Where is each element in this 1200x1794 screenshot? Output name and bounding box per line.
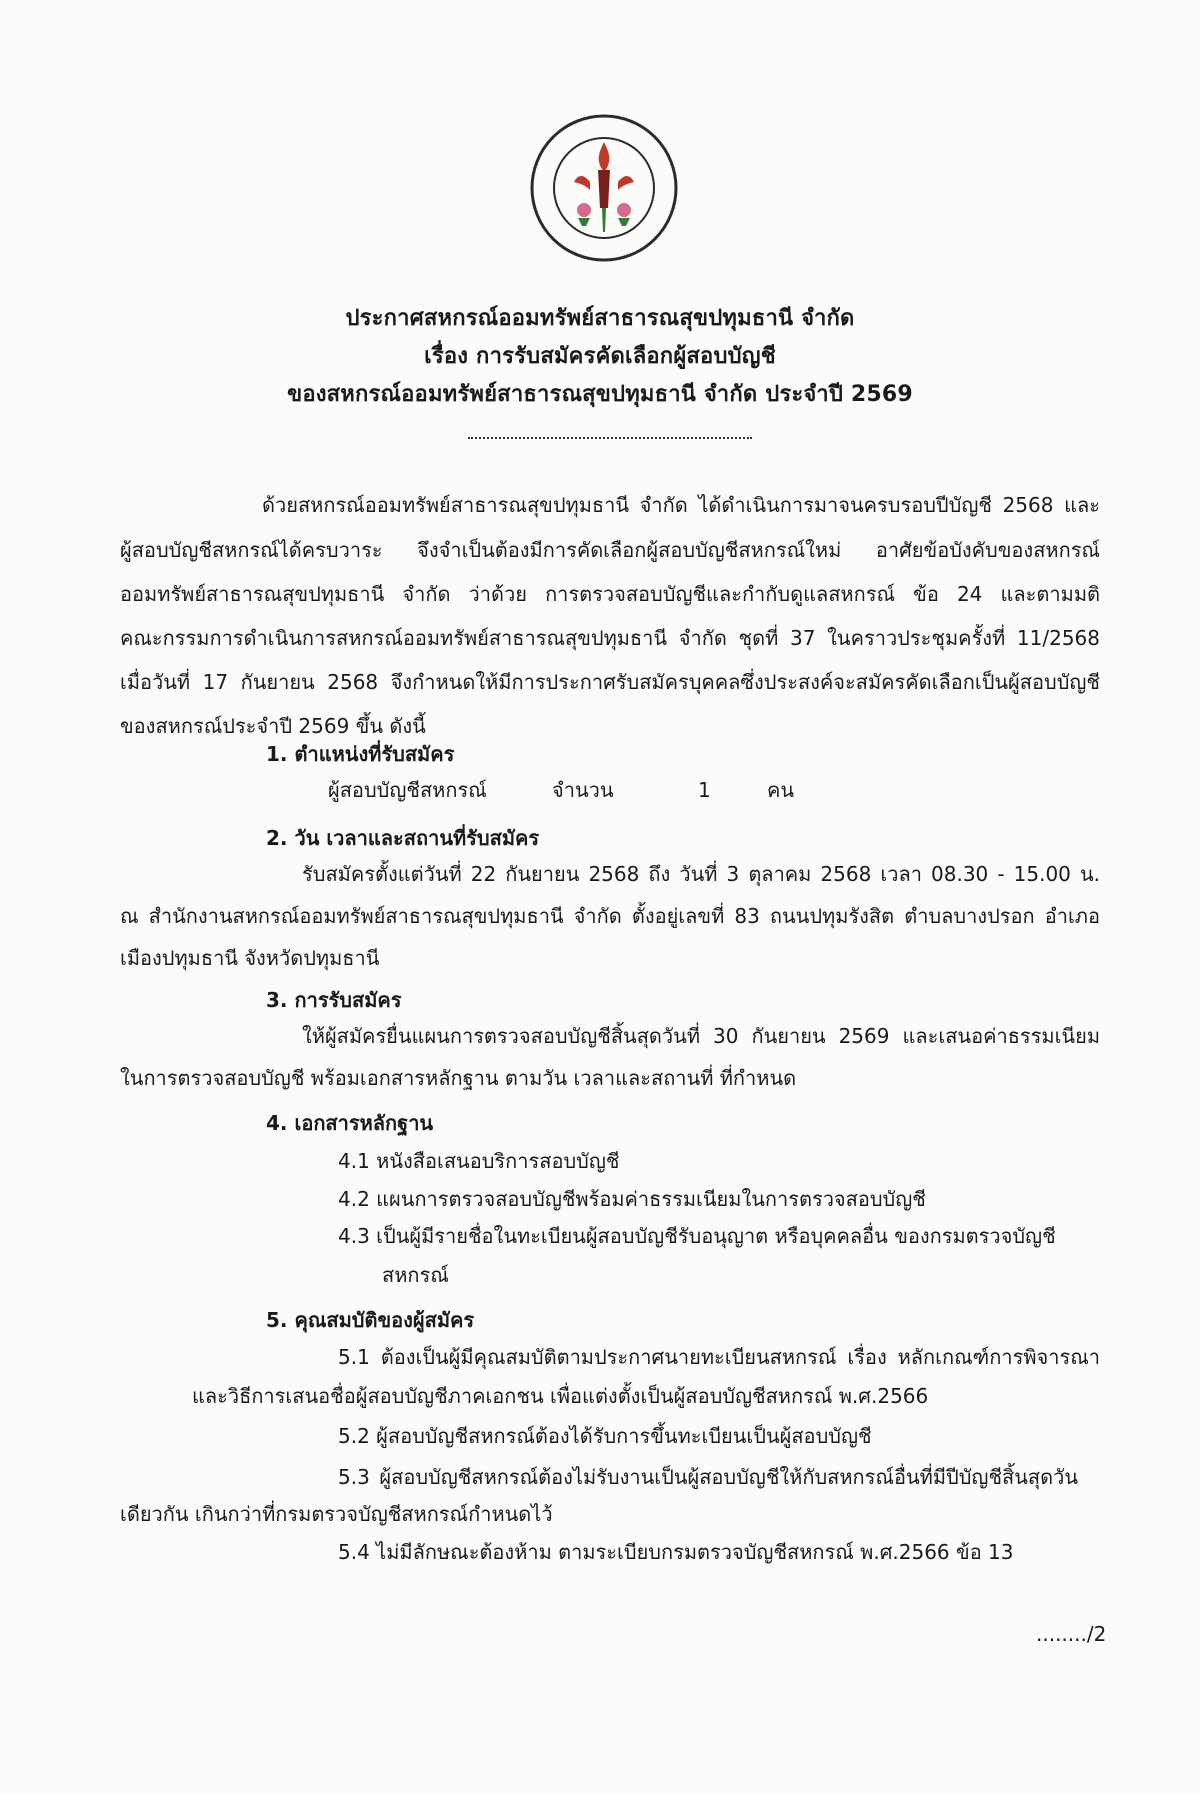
intro-line: ออมทรัพย์สาธารณสุขปทุมธานี จำกัด ว่าด้วย การตรวจสอบบัญชีและกำกับดูแลสหกรณ์ ข้อ 24 และตามมติ [120,582,1100,606]
title-line-1: ประกาศสหกรณ์ออมทรัพย์สาธารณสุขปทุมธานี จำกัด [345,306,855,331]
section-3-line: ในการตรวจสอบบัญชี พร้อมเอกสารหลักฐาน ตามวัน เวลาและสถานที่ ที่กำหนด [120,1066,797,1090]
section-3-line: ให้ผู้สมัครยื่นแผนการตรวจสอบบัญชีสิ้นสุดวันที่ 30 กันยายน 2569 และเสนอค่าธรรมเนียม [302,1024,1100,1048]
title-line-3: ของสหกรณ์ออมทรัพย์สาธารณสุขปทุมธานี จำกัด ประจำปี 2569 [287,382,913,407]
intro-line: เมื่อวันที่ 17 กันยายน 2568 จึงกำหนดให้มีการประกาศรับสมัครบุคคลซึ่งประสงค์จะสมัครคัดเลือกเป็นผู้สอบบัญชี [120,670,1100,694]
section-2-line: ณ สำนักงานสหกรณ์ออมทรัพย์สาธารณสุขปทุมธานี จำกัด ตั้งอยู่เลขที่ 83 ถนนปทุมรังสิต ตำบลบางปรอก อำเภอ [120,904,1100,928]
document-title [0,300,1200,414]
section-1-heading: 1. ตำแหน่งที่รับสมัคร [266,742,455,766]
qualification-item: 5.2 ผู้สอบบัญชีสหกรณ์ต้องได้รับการขึ้นทะเบียนเป็นผู้สอบบัญชี [338,1424,872,1448]
qualification-item: 5.4 ไม่มีลักษณะต้องห้าม ตามระเบียบกรมตรวจบัญชีสหกรณ์ พ.ศ.2566 ข้อ 13 [338,1540,1014,1564]
qualification-item: 5.1 ต้องเป็นผู้มีคุณสมบัติตามประกาศนายทะเบียนสหกรณ์ เรื่อง หลักเกณฑ์การพิจารณา [338,1345,1100,1369]
qualification-item-continued: เดียวกัน เกินกว่าที่กรมตรวจบัญชีสหกรณ์กำหนดไว้ [120,1502,553,1526]
count-unit: คน [767,778,795,802]
section-2-line: รับสมัครตั้งแต่วันที่ 22 กันยายน 2568 ถึง วันที่ 3 ตุลาคม 2568 เวลา 08.30 - 15.00 น. [302,862,1100,886]
page-continuation-marker: ......../2 [1036,1622,1107,1646]
intro-line: ด้วยสหกรณ์ออมทรัพย์สาธารณสุขปทุมธานี จำกัด ได้ดำเนินการมาจนครบรอบปีบัญชี 2568 และ [262,493,1100,517]
section-2-line: เมืองปทุมธานี จังหวัดปทุมธานี [120,946,380,970]
intro-line: ของสหกรณ์ประจำปี 2569 ขึ้น ดังนี้ [120,714,426,738]
cooperative-seal-logo [528,112,680,264]
position-name: ผู้สอบบัญชีสหกรณ์ [328,778,487,802]
section-5-heading: 5. คุณสมบัติของผู้สมัคร [266,1308,475,1332]
dotted-divider [468,437,752,439]
title-line-2: เรื่อง การรับสมัครคัดเลือกผู้สอบบัญชี [424,344,776,369]
document-item: 4.2 แผนการตรวจสอบบัญชีพร้อมค่าธรรมเนียมในการตรวจสอบบัญชี [338,1187,926,1211]
section-3-heading: 3. การรับสมัคร [266,988,402,1012]
count-label: จำนวน [552,778,614,802]
intro-line: คณะกรรมการดำเนินการสหกรณ์ออมทรัพย์สาธารณสุขปทุมธานี จำกัด ชุดที่ 37 ในคราวประชุมครั้งที่ 11/2568 [120,626,1100,650]
qualification-item-continued: และวิธีการเสนอชื่อผู้สอบบัญชีภาคเอกชน เพื่อแต่งตั้งเป็นผู้สอบบัญชีสหกรณ์ พ.ศ.2566 [192,1384,929,1408]
qualification-item: 5.3 ผู้สอบบัญชีสหกรณ์ต้องไม่รับงานเป็นผู้สอบบัญชีให้กับสหกรณ์อื่นที่มีปีบัญชีสิ้นสุดวัน [338,1465,1078,1489]
document-item-continued: สหกรณ์ [382,1263,449,1287]
section-4-heading: 4. เอกสารหลักฐาน [266,1111,434,1135]
section-2-heading: 2. วัน เวลาและสถานที่รับสมัคร [266,826,540,850]
intro-line: ผู้สอบบัญชีสหกรณ์ได้ครบวาระ จึงจำเป็นต้องมีการคัดเลือกผู้สอบบัญชีสหกรณ์ใหม่ อาศัยข้อบังคับของสหกรณ์ [120,538,1100,562]
document-item: 4.3 เป็นผู้มีรายชื่อในทะเบียนผู้สอบบัญชีรับอนุญาต หรือบุคคลอื่น ของกรมตรวจบัญชี [338,1224,1056,1248]
document-item: 4.1 หนังสือเสนอบริการสอบบัญชี [338,1149,620,1173]
count-value: 1 [698,778,711,802]
